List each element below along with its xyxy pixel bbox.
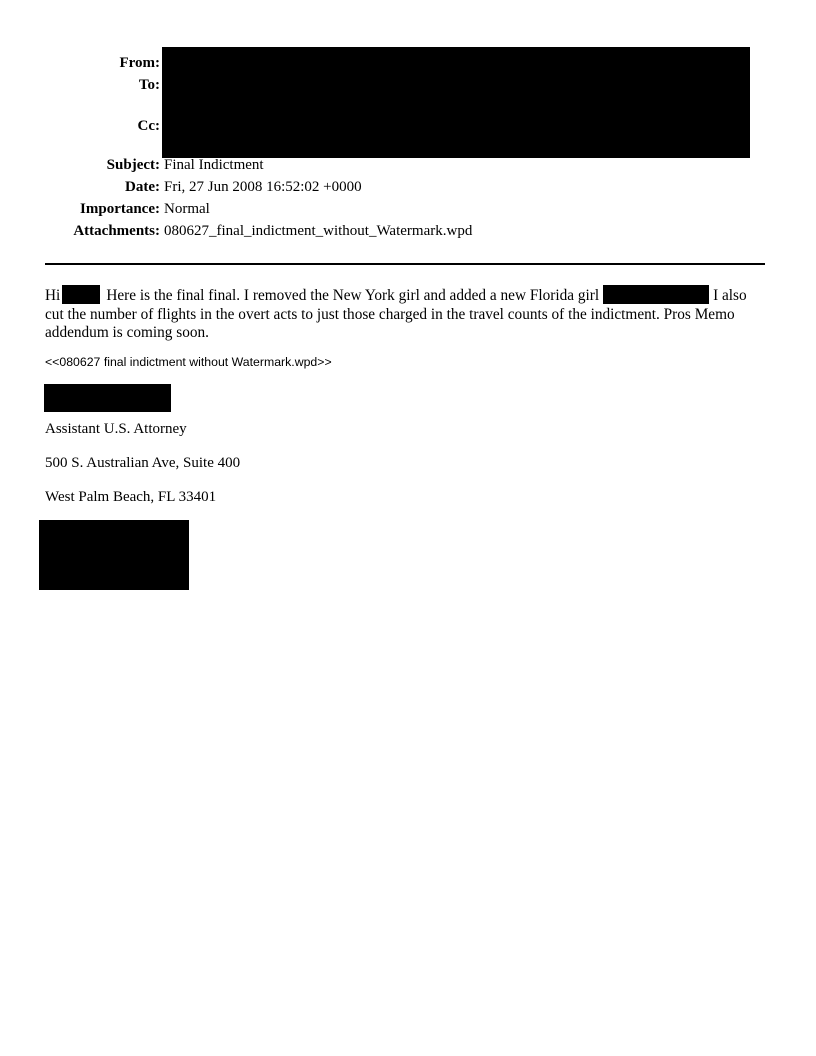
contact-redaction — [39, 520, 189, 590]
date-label: Date: — [125, 179, 160, 195]
attachments-label: Attachments: — [73, 223, 160, 239]
subject-label: Subject: — [106, 157, 160, 173]
date-value: Fri, 27 Jun 2008 16:52:02 +0000 — [164, 179, 362, 195]
header-divider — [45, 263, 765, 265]
signature-address-line1: 500 S. Australian Ave, Suite 400 — [45, 455, 241, 471]
florida-girl-redaction — [603, 285, 709, 304]
importance-value: Normal — [164, 201, 210, 217]
signature-name-redaction — [44, 384, 171, 412]
name-redaction — [62, 285, 100, 304]
greeting: Hi — [45, 287, 61, 304]
signature-address-line2: West Palm Beach, FL 33401 — [45, 489, 217, 505]
body-text-part2: I also cut the number of flights in the overt acts to just those charged in the travel counts of the indictment. Pros Memo addendum is coming soon. — [45, 287, 747, 341]
importance-label: Importance: — [80, 201, 160, 217]
recipients-redaction — [162, 47, 750, 158]
cc-label: Cc: — [137, 118, 160, 134]
body-text-part1: Here is the final final. I removed the New York girl and added a new Florida girl — [106, 287, 600, 304]
attachment-reference: <<080627 final indictment without Watermark.wpd>> — [45, 355, 332, 369]
signature-title: Assistant U.S. Attorney — [45, 421, 187, 437]
subject-value: Final Indictment — [164, 157, 264, 173]
from-label: From: — [119, 55, 160, 71]
message-body — [45, 285, 767, 343]
to-label: To: — [138, 77, 160, 93]
attachments-value: 080627_final_indictment_without_Watermark.wpd — [164, 223, 473, 239]
